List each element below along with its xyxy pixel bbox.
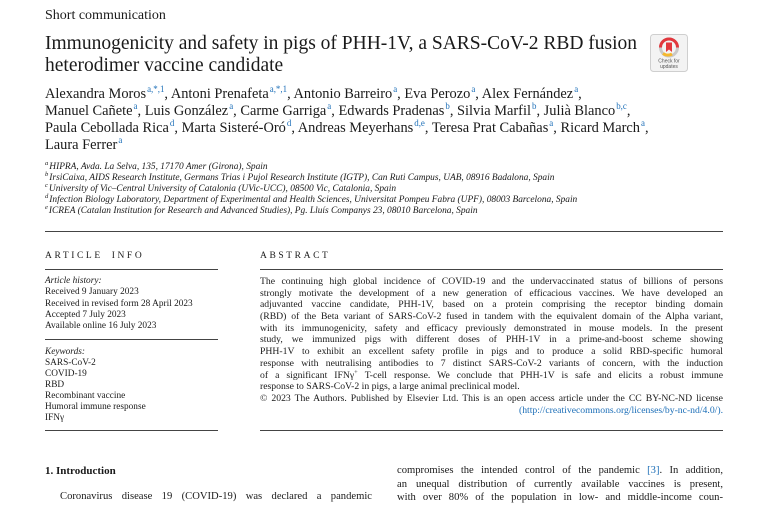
author-affiliation-link[interactable]: b	[531, 101, 537, 112]
text-run: with over 80% of the population in low- and middle-income coun-	[397, 492, 723, 503]
author-affiliation-link[interactable]: a	[471, 84, 476, 95]
author-affiliation-link[interactable]: a,*,1	[147, 84, 165, 95]
author	[45, 120, 178, 136]
history-date: Accepted 7 July 2023	[45, 309, 126, 320]
author-name: Alexandra Moros	[45, 86, 147, 102]
author	[482, 86, 582, 102]
author-separator: ,	[644, 120, 649, 136]
author-separator: ,	[291, 120, 295, 136]
keyword: RBD	[45, 380, 65, 390]
author-affiliation-link[interactable]: b	[445, 101, 450, 112]
author	[145, 103, 237, 119]
text-run: strongly motivate the development of a new generation of efficacious vaccines. We have developed an	[260, 287, 723, 299]
author-name: Ricard March	[560, 120, 640, 136]
author-line	[45, 103, 649, 120]
paper-title-line: heterodimer vaccine candidate	[45, 55, 284, 76]
abstract-bottom-divider	[260, 430, 723, 431]
abstract-line	[260, 299, 723, 311]
badge-text-line: updates	[660, 64, 678, 70]
keyword: Humoral immune response	[45, 402, 146, 412]
author-separator: ,	[536, 103, 541, 119]
crossmark-icon	[650, 34, 688, 72]
author-name: Paula Cebollada Rica	[45, 120, 169, 136]
author-separator: ,	[578, 86, 582, 102]
author-separator: ,	[164, 86, 169, 102]
author-affiliation-link[interactable]: a	[549, 118, 554, 129]
author-name: Silvia Marfil	[457, 103, 531, 119]
affiliation-marker: b	[45, 170, 49, 178]
text-run: response with neutralising antibodies to 7 distinct SARS-CoV-2 variants of concern, with the induction	[260, 357, 723, 369]
author-affiliation-link[interactable]: a	[327, 101, 332, 112]
text-run: study, we immunized pigs with different doses of PHH-1V in a prime-and-boost scheme showing	[260, 334, 723, 346]
history-date: Received 9 January 2023	[45, 287, 139, 298]
author	[560, 120, 648, 136]
author	[171, 86, 291, 102]
abstract-body	[260, 276, 723, 416]
article-info-divider	[45, 269, 218, 270]
body-text-line	[397, 478, 723, 492]
author-line	[45, 120, 649, 137]
text-run: of a significant IFNγ	[260, 369, 355, 381]
author-affiliation-link[interactable]: a	[229, 101, 234, 112]
author-separator: ,	[233, 103, 237, 119]
author-name: Alex Fernández	[481, 86, 574, 102]
affiliation-marker: d	[45, 192, 49, 200]
body-text-line	[397, 491, 723, 505]
author	[45, 137, 122, 153]
keywords-divider	[45, 430, 218, 431]
abstract-divider	[260, 269, 723, 270]
author-affiliation-link[interactable]: a	[133, 101, 138, 112]
author	[338, 103, 453, 119]
abstract-line	[260, 346, 723, 358]
author-name: Edwards Pradenas	[338, 103, 445, 119]
author-name: Carme Garriga	[240, 103, 327, 119]
article-type: Short communication	[45, 8, 166, 23]
author-name: Julià Blanco	[543, 103, 616, 119]
introduction-right-column	[397, 464, 723, 505]
author	[298, 120, 429, 136]
paper-title	[45, 33, 637, 77]
affiliation-list	[45, 159, 578, 217]
text-run: an unequal distribution of currently available vaccines is present,	[397, 478, 723, 490]
badge-text-line: Check for	[658, 58, 680, 65]
author-name: Marta Sisteré-Oró	[181, 120, 286, 136]
author-name: Laura Ferrer	[45, 137, 118, 153]
affiliation-text: ICREA (Catalan Institution for Research and Advanced Studies), Pg. Lluís Companys 23, 08010 Barcelona, Spain	[48, 206, 478, 216]
text-run: (RBD) of the Beta variant of SARS-CoV-2 fused in tandem with the equivalent domain of the Alpha variant,	[260, 311, 723, 323]
affiliation	[45, 181, 577, 195]
paper-title-line: Immunogenicity and safety in pigs of PHH-1V, a SARS-CoV-2 RBD fusion	[45, 33, 638, 54]
copyright-notice: © 2023 The Authors. Published by Elsevier Ltd. This is an open access article under the CC BY-NC-ND license	[260, 392, 723, 404]
article-info-heading: ARTICLE INFO	[45, 251, 145, 261]
affiliation	[45, 203, 577, 217]
text-run: response to SARS-CoV-2 in pigs, a large animal preclinical model.	[260, 381, 520, 393]
affiliation-text: HIPRA, Avda. La Selva, 135, 17170 Amer (Girona), Spain	[49, 162, 268, 172]
license-line	[260, 405, 723, 417]
text-run: PHH-1V to exhibit an excellent safety profile in pigs and to produce a solid RBD-specific humoral	[260, 346, 723, 358]
author-name: Eva Perozo	[404, 86, 471, 102]
text-run: The continuing high global incidence of COVID-19 and the undervaccinated status of billions of persons	[260, 276, 723, 287]
text-run: adjuvanted vaccine candidate, PHH-1V, based on a protein comprising the receptor binding domain	[260, 299, 723, 311]
author	[45, 86, 168, 102]
author-separator: ,	[287, 86, 291, 102]
keyword: COVID-19	[45, 369, 87, 379]
author-separator: ,	[553, 120, 557, 136]
body-text-line	[397, 464, 723, 478]
author-separator: ,	[626, 103, 631, 119]
affiliation-marker: e	[45, 203, 48, 211]
author	[293, 86, 400, 102]
keyword: IFNγ	[45, 413, 65, 423]
author-separator: ,	[137, 103, 142, 119]
abstract-line	[260, 311, 723, 323]
author-separator: ,	[449, 103, 454, 119]
keyword-list	[45, 347, 218, 424]
author-separator: ,	[331, 103, 335, 119]
affiliation	[45, 192, 578, 206]
author	[182, 120, 295, 136]
check-for-updates-badge[interactable]	[650, 34, 688, 72]
introduction-left-column	[60, 490, 372, 504]
text-run: Coronavirus disease 19 (COVID-19) was declared a pandemic	[60, 490, 372, 502]
abstract-line	[260, 370, 723, 382]
author-affiliation-link[interactable]: a	[640, 118, 645, 129]
keyword: Recombinant vaccine	[45, 391, 126, 401]
affiliation-text: Infection Biology Laboratory, Department of Experimental and Health Sciences, Universitat Pompeu Fabra (UPF), 08003 Barcelona, Spain	[49, 195, 578, 205]
author-affiliation-link[interactable]: a	[574, 84, 579, 95]
affiliation-marker: c	[45, 181, 48, 189]
text-run: . In addition,	[659, 465, 723, 476]
author-separator: ,	[397, 86, 401, 102]
affiliation	[45, 159, 577, 173]
author-affiliation-link[interactable]: d	[169, 118, 175, 129]
affiliation-text: University of Vic–Central University of Catalonia (UVic-UCC), 08500 Vic, Catalonia, Spain	[48, 184, 397, 194]
article-history-label: Article history:	[45, 276, 102, 286]
history-divider	[45, 339, 218, 340]
author	[457, 103, 540, 119]
keywords-label: Keywords:	[45, 347, 85, 357]
author-list	[45, 86, 649, 154]
author-affiliation-link[interactable]: d	[286, 118, 292, 129]
author-name: Teresa Prat Cabañas	[431, 120, 549, 136]
abstract-line	[260, 276, 723, 288]
author-affiliation-link[interactable]: b,c	[616, 101, 627, 112]
author-separator: ,	[475, 86, 479, 102]
author-name: Manuel Cañete	[45, 103, 133, 119]
body-text-line	[60, 490, 372, 504]
author-affiliation-link[interactable]: d,e	[414, 118, 425, 129]
author	[240, 103, 334, 119]
abstract-line	[260, 334, 723, 346]
abstract-line	[260, 358, 723, 370]
history-date: Received in revised form 28 April 2023	[45, 298, 193, 309]
author-name: Antonio Barreiro	[293, 86, 393, 102]
author	[544, 103, 631, 119]
header-divider	[45, 231, 723, 232]
author	[45, 103, 141, 119]
author-name: Andreas Meyerhans	[297, 120, 414, 136]
affiliation-marker: a	[45, 159, 49, 167]
author-line	[45, 137, 649, 154]
author-name: Luis González	[144, 103, 229, 119]
citation-link[interactable]: [3]	[647, 465, 660, 476]
author	[432, 120, 557, 136]
author-affiliation-link[interactable]: a	[118, 135, 123, 146]
text-run: with its immunogenicity, safety and efficacy previously demonstrated in mouse models. In the present	[260, 322, 723, 334]
license-link[interactable]: (http://creativecommons.org/licenses/by-nc-nd/4.0/).	[518, 404, 723, 416]
affiliation	[45, 170, 577, 184]
author-name: Antoni Prenafeta	[170, 86, 269, 102]
author-affiliation-link[interactable]: a	[393, 84, 398, 95]
affiliation-text: IrsiCaixa, AIDS Research Institute, Germans Trias i Pujol Research Institute (IGTP), Can Ruti Campus, UAB, 08916 Badalona, Spain	[49, 173, 555, 183]
abstract-line	[260, 381, 723, 393]
author-separator: ,	[424, 120, 429, 136]
author	[404, 86, 479, 102]
abstract-heading: ABSTRACT	[260, 251, 331, 261]
superscript: +	[354, 369, 358, 376]
abstract-line	[260, 288, 723, 300]
author-separator: ,	[174, 120, 178, 136]
text-run: T-cell response. We conclude that PHH-1V is safe and elicits a robust immune	[357, 369, 723, 381]
abstract-line	[260, 323, 723, 335]
article-history	[45, 276, 218, 332]
text-run: compromises the intended control of the pandemic	[397, 465, 648, 476]
section-heading-introduction: 1. Introduction	[45, 465, 116, 477]
history-date: Available online 16 July 2023	[45, 321, 157, 332]
author-affiliation-link[interactable]: a,*,1	[269, 84, 288, 95]
keyword: SARS-CoV-2	[45, 358, 96, 368]
